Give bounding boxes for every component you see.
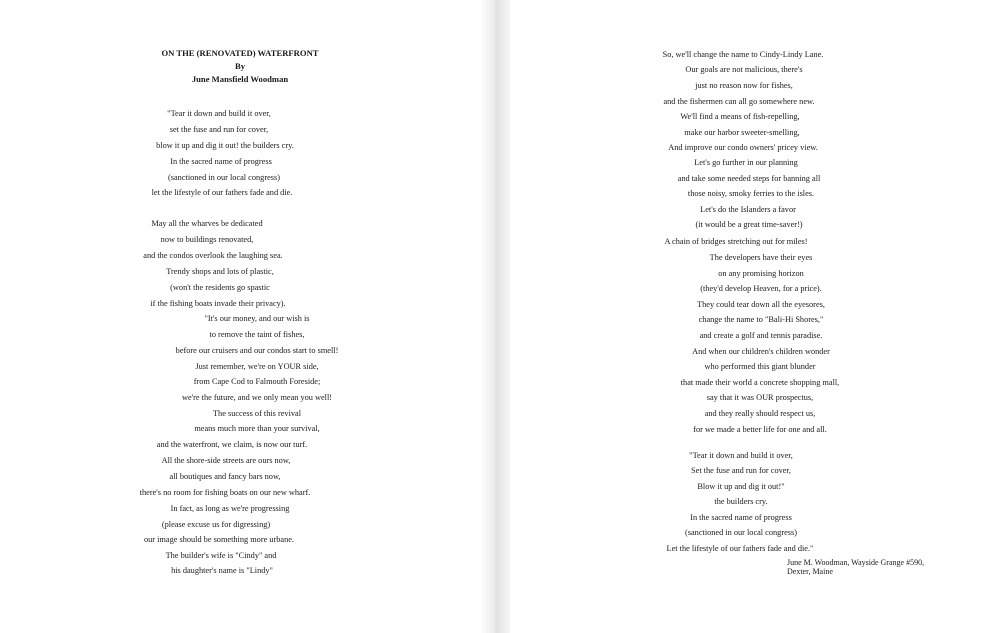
left-verse-line: blow it up and dig it out! the builders cry. [156,141,294,150]
right-verse-line: make our harbor sweeter-smelling, [684,128,800,137]
left-verse-line: In fact, as long as we're progressing [170,504,290,513]
right-verse-line: A chain of bridges stretching out for miles! [664,237,808,246]
right-verse-line: just no reason now for fishes, [695,81,793,90]
left-verse-line: "Tear it down and build it over, [167,109,271,118]
left-verse-line: May all the wharves be dedicated [151,219,263,228]
right-verse-line: and create a golf and tennis paradise. [699,331,823,340]
page-gutter [480,0,510,633]
left-verse-line: Trendy shops and lots of plastic, [166,267,274,276]
right-verse-line: those noisy, smoky ferries to the isles. [687,189,815,198]
right-verse-line: and the fishermen can all go somewhere new. [663,97,815,106]
left-verse-line: and the condos overlook the laughing sea. [143,251,283,260]
poem-title: ON THE (RENOVATED) WATERFRONT [161,48,319,58]
right-verse-line: (it would be a great time-saver!) [695,220,803,229]
right-verse-line: the builders cry. [714,497,768,506]
signature-line-1: June M. Woodman, Wayside Grange #590, [787,558,925,567]
right-verse-line: Let the lifestyle of our fathers fade and die." [666,544,814,553]
right-verse-line: "Tear it down and build it over, [689,451,793,460]
right-verse-line: (they'd develop Heaven, for a price). [700,284,822,293]
left-verse-line: to remove the taint of fishes, [209,330,305,339]
left-verse-line: (please excuse us for digressing) [161,520,271,529]
byline-author: June Mansfield Woodman [191,74,289,84]
right-verse-line: on any promising horizon [718,269,804,278]
left-verse-line: from Cape Cod to Falmouth Foreside; [193,377,321,386]
right-verse-line: change the name to "Bali-Hi Shores," [698,315,824,324]
right-verse-line: And when our children's children wonder [692,347,830,356]
right-verse-line: In the sacred name of progress [690,513,792,522]
right-verse-line: Let's do the Islanders a favor [700,205,796,214]
right-verse-line: We'll find a means of fish-repelling, [680,112,800,121]
left-verse-line: all boutiques and fancy bars now, [169,472,281,481]
right-verse-line: that made their world a concrete shopping mall, [680,378,840,387]
left-verse-line: and the waterfront, we claim, is now our turf. [156,440,308,449]
right-verse-line: Blow it up and dig it out!" [697,482,785,491]
right-verse-line: say that it was OUR prospectus, [706,393,814,402]
left-verse-line: before our cruisers and our condos start to smell! [175,346,339,355]
left-verse-line: we're the future, and we only mean you well! [181,393,333,402]
right-verse-line: They could tear down all the eyesores, [697,300,825,309]
left-verse-line: let the lifestyle of our fathers fade and die. [151,188,293,197]
right-verse-line: and take some needed steps for banning all [677,174,821,183]
right-verse-line: who performed this giant blunder [704,362,816,371]
left-verse-line: his daughter's name is "Lindy" [171,566,273,575]
right-verse-line: The developers have their eyes [709,253,813,262]
left-verse-line: "It's our money, and our wish is [204,314,310,323]
left-verse-line: there's no room for fishing boats on our new wharf. [139,488,311,497]
right-verse-line: And improve our condo owners' pricey view. [668,143,818,152]
left-verse-line: Just remember, we're on YOUR side, [195,362,319,371]
right-verse-line: and they really should respect us, [704,409,816,418]
right-verse-line: for we made a better life for one and all. [693,425,827,434]
left-verse-line: means much more than your survival, [194,424,320,433]
left-verse-line: All the shore-side streets are ours now, [161,456,291,465]
right-verse-line: Set the fuse and run for cover, [691,466,791,475]
right-verse-line: So, we'll change the name to Cindy-Lindy Lane. [662,50,824,59]
left-verse-line: The builder's wife is "Cindy" and [165,551,277,560]
left-verse-line: set the fuse and run for cover, [169,125,269,134]
left-verse-line: now to buildings renovated, [160,235,254,244]
left-verse-line: In the sacred name of progress [170,157,272,166]
right-verse-line: Let's go further in our planning [694,158,798,167]
right-verse-line: (sanctioned in our local congress) [685,528,797,537]
left-verse-line: if the fishing boats invade their privacy). [150,299,286,308]
left-verse-line: our image should be something more urbane. [143,535,295,544]
left-verse-line: (sanctioned in our local congress) [168,173,280,182]
right-verse-line: Our goals are not malicious, there's [685,65,803,74]
left-verse-line: The success of this revival [212,409,302,418]
byline-by: By [234,61,246,71]
left-verse-line: (won't the residents go spastic [170,283,270,292]
signature-line-2: Dexter, Maine [787,567,833,576]
